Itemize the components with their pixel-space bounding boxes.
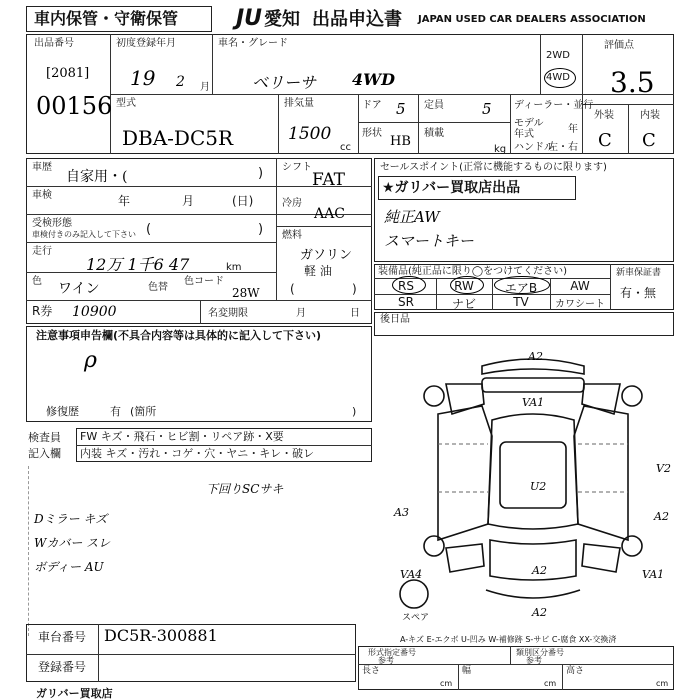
handle-label: ハンドル bbox=[514, 142, 554, 153]
fuel-paren: ( bbox=[290, 282, 295, 296]
inspector-hw4: ボディー AU bbox=[34, 560, 104, 574]
class-ref: 参考 bbox=[526, 656, 542, 665]
repair-label: 修復歴 bbox=[46, 405, 79, 418]
doors-label: ドア bbox=[362, 100, 382, 111]
type-label: 型式 bbox=[116, 98, 136, 109]
mileage-value: 12万 1千6 47 bbox=[86, 255, 190, 274]
mark-a2-rear: A2 bbox=[532, 606, 547, 619]
color-code-label: 色コード bbox=[184, 276, 224, 287]
fuel-value2: 軽 油 bbox=[304, 264, 332, 278]
equip-airbag: エアB bbox=[504, 281, 538, 295]
disp-unit: cc bbox=[340, 142, 351, 153]
int-label: 内装 bbox=[640, 110, 660, 121]
new-warranty-label: 新車保証書 bbox=[616, 268, 662, 278]
equip-leather: カワシート bbox=[555, 299, 605, 310]
lot-label: 出品番号 bbox=[34, 38, 74, 49]
history-close: ) bbox=[258, 166, 264, 181]
inspect-label: 車検 bbox=[32, 190, 52, 201]
inspect-year: 年 bbox=[118, 194, 131, 208]
name-change-label: 名変期限 bbox=[208, 308, 248, 319]
length-label: 長さ bbox=[362, 666, 381, 676]
selling-banner: ★ガリバー買取店出品 bbox=[382, 180, 521, 196]
mark-a3: A3 bbox=[394, 506, 409, 519]
drive-4wd: 4WD bbox=[546, 72, 570, 83]
equip-sr: SR bbox=[398, 295, 414, 309]
ext-value: C bbox=[598, 130, 612, 151]
selling-line2: スマートキー bbox=[384, 232, 474, 250]
mark-v2: V2 bbox=[656, 462, 671, 475]
model-drive: 4WD bbox=[352, 70, 395, 89]
equipment-label: 装備品(純正品に限り◯をつけてください) bbox=[378, 266, 567, 277]
shift-value: FAT bbox=[312, 170, 346, 190]
inspector-label2: 記入欄 bbox=[28, 447, 61, 460]
mark-a2-bottom: A2 bbox=[532, 564, 547, 577]
new-warranty-value: 有・無 bbox=[620, 286, 657, 300]
dealer-label: ディーラー・並行 bbox=[514, 100, 594, 111]
repair-close: ) bbox=[352, 405, 357, 418]
disp-label: 排気量 bbox=[284, 98, 314, 109]
width-label: 幅 bbox=[462, 666, 472, 676]
inspector-label1: 検査員 bbox=[28, 431, 61, 444]
selling-label: セールスポイント(正常に機能するものに限ります) bbox=[380, 162, 607, 173]
reg-month: 2 bbox=[176, 74, 185, 90]
damage-legend: A-キズ E-エクボ U-凹み W-補修跡 S-サビ C-腐食 XX-交換済 bbox=[400, 635, 617, 644]
notes-label: 注意事項申告欄(不具合内容等は具体的に記入して下さい) bbox=[36, 329, 322, 342]
equip-navi: ナビ bbox=[451, 297, 476, 311]
fuel-value1: ガソリン bbox=[300, 248, 353, 263]
drive-2wd: 2WD bbox=[546, 50, 570, 61]
lot-sub: [2081] bbox=[46, 66, 90, 81]
recycle-label: R券 bbox=[32, 304, 53, 318]
aircon-value: AAC bbox=[314, 206, 345, 222]
equip-aw: AW bbox=[570, 279, 590, 293]
grade-label: 評価点 bbox=[604, 40, 634, 51]
model-name: ベリーサ bbox=[252, 73, 317, 92]
mileage-label: 走行 bbox=[32, 246, 52, 257]
color-value: ワイン bbox=[58, 281, 100, 297]
airbag-circle bbox=[494, 276, 550, 294]
receipt-paren: ( bbox=[146, 222, 152, 237]
selling-line1: 純正AW bbox=[384, 208, 440, 226]
shape-value: HB bbox=[390, 134, 411, 149]
inspect-day: (日) bbox=[232, 194, 254, 208]
reg-year: 19 bbox=[130, 66, 156, 90]
rs-circle bbox=[392, 276, 426, 294]
history-label: 車歴 bbox=[32, 162, 52, 173]
fuel-close: ) bbox=[352, 282, 357, 296]
fw-row: FW キズ・飛石・ヒビ割・リペア跡・X要 bbox=[80, 430, 284, 443]
lot-number: 00156 bbox=[36, 92, 113, 120]
after-label: 後日品 bbox=[380, 314, 410, 325]
receipt-label: 受検形態 bbox=[32, 218, 72, 229]
load-unit: kg bbox=[494, 144, 507, 155]
mileage-unit: km bbox=[226, 262, 242, 273]
fuel-label: 燃料 bbox=[282, 230, 302, 241]
association-name: JAPAN USED CAR DEALERS ASSOCIATION bbox=[418, 14, 646, 25]
repair-value: 有 bbox=[110, 405, 121, 418]
repair-place: (箇所 bbox=[130, 405, 157, 418]
footer-text: ガリバー買取店 bbox=[36, 687, 113, 700]
history-value: 自家用・( bbox=[66, 169, 128, 185]
int-row: 内装 キズ・汚れ・コゲ・穴・ヤニ・キレ・破レ bbox=[80, 447, 315, 460]
drive-4wd-circle bbox=[544, 68, 576, 88]
after-section bbox=[374, 312, 674, 336]
inspector-hw3: Wカバー スレ bbox=[34, 536, 111, 550]
class-label: 類別区分番号 bbox=[516, 648, 564, 657]
month-unit: 月 bbox=[200, 82, 210, 93]
aircon-label: 冷房 bbox=[282, 198, 302, 209]
model-label: 車名・グレード bbox=[218, 38, 288, 49]
mark-va1-right: VA1 bbox=[642, 568, 665, 581]
height-label: 高さ bbox=[566, 666, 585, 676]
chassis-label: 車台番号 bbox=[38, 630, 87, 644]
mark-a2-right: A2 bbox=[654, 510, 669, 523]
reg-number-label: 登録番号 bbox=[38, 660, 87, 674]
name-change-day: 日 bbox=[350, 308, 360, 319]
width-unit: cm bbox=[544, 679, 557, 688]
type-spec-label: 形式指定番号 bbox=[368, 648, 416, 657]
inspector-hw1: 下回りSCサキ bbox=[206, 482, 284, 496]
notes-mark: ρ bbox=[84, 348, 97, 373]
height-unit: cm bbox=[656, 679, 669, 688]
ext-label: 外装 bbox=[594, 110, 614, 121]
length-unit: cm bbox=[440, 679, 453, 688]
spare-label: スペア bbox=[402, 613, 430, 623]
cap-label: 定員 bbox=[424, 100, 444, 111]
receipt-close: ) bbox=[258, 222, 264, 237]
form-title: 出品申込書 bbox=[312, 9, 402, 30]
shift-label: シフト bbox=[282, 162, 312, 173]
color-no-label: 色替 bbox=[148, 282, 168, 293]
mark-va1: VA1 bbox=[522, 396, 545, 409]
ju-logo: JU bbox=[236, 6, 263, 31]
mark-a2-top: A2 bbox=[528, 350, 543, 363]
type-spec-ref: 参考 bbox=[378, 656, 394, 665]
inspect-month: 月 bbox=[182, 194, 195, 208]
shape-label: 形状 bbox=[362, 128, 382, 139]
int-value: C bbox=[642, 130, 656, 151]
year-unit: 年 bbox=[568, 124, 578, 135]
handle-value: 左・右 bbox=[548, 142, 578, 153]
equip-tv: TV bbox=[513, 295, 529, 309]
mark-va4: VA4 bbox=[400, 568, 423, 581]
disp-value: 1500 bbox=[288, 124, 332, 144]
doors-value: 5 bbox=[396, 100, 406, 118]
color-code-value: 28W bbox=[232, 286, 260, 300]
chassis-value: DC5R-300881 bbox=[104, 626, 218, 645]
logo-region: 愛知 bbox=[264, 9, 300, 30]
recycle-value: 10900 bbox=[72, 304, 117, 320]
name-change-month: 月 bbox=[296, 308, 306, 319]
mark-u2: U2 bbox=[530, 480, 547, 493]
reg-label: 初度登録年月 bbox=[116, 38, 176, 49]
load-label: 積載 bbox=[424, 128, 444, 139]
color-label: 色 bbox=[32, 276, 42, 287]
inspector-hw2: Dミラー キズ bbox=[34, 512, 108, 526]
equip-rs: RS bbox=[398, 279, 414, 293]
car-diagram bbox=[392, 344, 674, 624]
type-value: DBA-DC5R bbox=[122, 126, 234, 150]
year-label: モデル 年式 bbox=[514, 118, 544, 140]
receipt-note: 車検付きのみ記入して下さい bbox=[32, 230, 136, 239]
equip-rw: RW bbox=[454, 279, 474, 293]
grade-value: 3.5 bbox=[610, 66, 655, 99]
cap-value: 5 bbox=[482, 100, 492, 118]
storage-note: 車内保管・守衛保管 bbox=[34, 9, 179, 28]
rw-circle bbox=[450, 276, 484, 294]
